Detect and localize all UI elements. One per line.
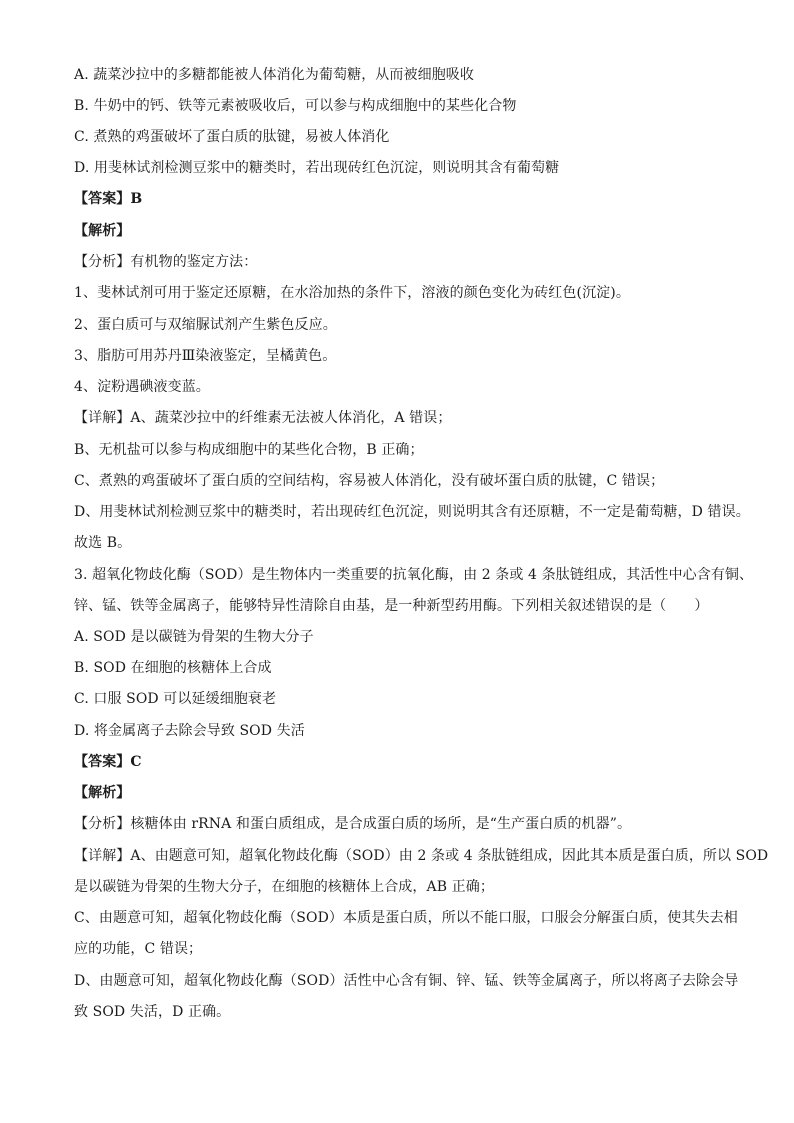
text-line: D、由题意可知，超氧化物歧化酶（SOD）活性中心含有铜、锌、锰、铁等金属离子，所以将离子去除会导 [74,973,739,989]
text-line: C. 口服 SOD 可以延缓细胞衰老 [74,691,277,707]
text-line: 故选 B。 [74,535,132,551]
text-line: 应的功能，C 错误； [74,941,203,957]
text-line: 【答案】C [74,754,142,770]
text-line: A. 蔬菜沙拉中的多糖都能被人体消化为葡萄糖，从而被细胞吸收 [74,67,475,83]
text-line: 【答案】B [74,191,143,207]
text-line: A. SOD 是以碳链为骨架的生物大分子 [74,629,314,645]
text-line: 1、斐林试剂可用于鉴定还原糖，在水浴加热的条件下，溶液的颜色变化为砖红色(沉淀)。 [74,285,630,301]
text-line: 4、淀粉遇碘液变蓝。 [74,379,210,395]
text-line: C. 煮熟的鸡蛋破坏了蛋白质的肽键，易被人体消化 [74,129,390,145]
text-line: 【解析】 [74,785,131,801]
text-line: D. 将金属离子去除会导致 SOD 失活 [74,723,305,739]
text-line: 锌、锰、铁等金属离子，能够特异性清除自由基，是一种新型药用酶。下列相关叙述错误的是（ ） [74,598,709,614]
text-line: 【详解】A、由题意可知，超氧化物歧化酶（SOD）由 2 条或 4 条肽链组成，因此其本质是蛋白质，所以 SOD [74,848,769,864]
text-line: 【详解】A、蔬菜沙拉中的纤维素无法被人体消化，A 错误； [74,410,452,426]
text-line: D. 用斐林试剂检测豆浆中的糖类时，若出现砖红色沉淀，则说明其含有葡萄糖 [74,160,560,176]
text-line: 【解析】 [74,223,131,239]
text-line: D、用斐林试剂检测豆浆中的糖类时，若出现砖红色沉淀，则说明其含有还原糖，不一定是葡萄糖，D 错误。 [74,504,750,520]
text-line: C、由题意可知，超氧化物歧化酶（SOD）本质是蛋白质，所以不能口服，口服会分解蛋白质，使其失去相 [74,910,738,926]
text-line: 致 SOD 失活，D 正确。 [74,1004,231,1020]
text-line: B、无机盐可以参与构成细胞中的某些化合物，B 正确； [74,442,424,458]
text-line: 【分析】核糖体由 rRNA 和蛋白质组成，是合成蛋白质的场所，是“生产蛋白质的机器”。 [74,816,632,832]
text-line: 是以碳链为骨架的生物大分子，在细胞的核糖体上合成，AB 正确； [74,879,494,895]
text-line: B. SOD 在细胞的核糖体上合成 [74,660,272,676]
text-line: 3. 超氧化物歧化酶（SOD）是生物体内一类重要的抗氧化酶，由 2 条或 4 条肽链组成，其活性中心含有铜、 [74,567,754,583]
text-line: 2、蛋白质可与双缩脲试剂产生紫色反应。 [74,317,337,333]
text-line: C、煮熟的鸡蛋破坏了蛋白质的空间结构，容易被人体消化，没有破坏蛋白质的肽键，C 错误； [74,473,665,489]
text-line: B. 牛奶中的钙、铁等元素被吸收后，可以参与构成细胞中的某些化合物 [74,98,517,114]
text-line: 3、脂肪可用苏丹Ⅲ染液鉴定，呈橘黄色。 [74,348,337,364]
text-line: 【分析】有机物的鉴定方法： [74,254,258,270]
